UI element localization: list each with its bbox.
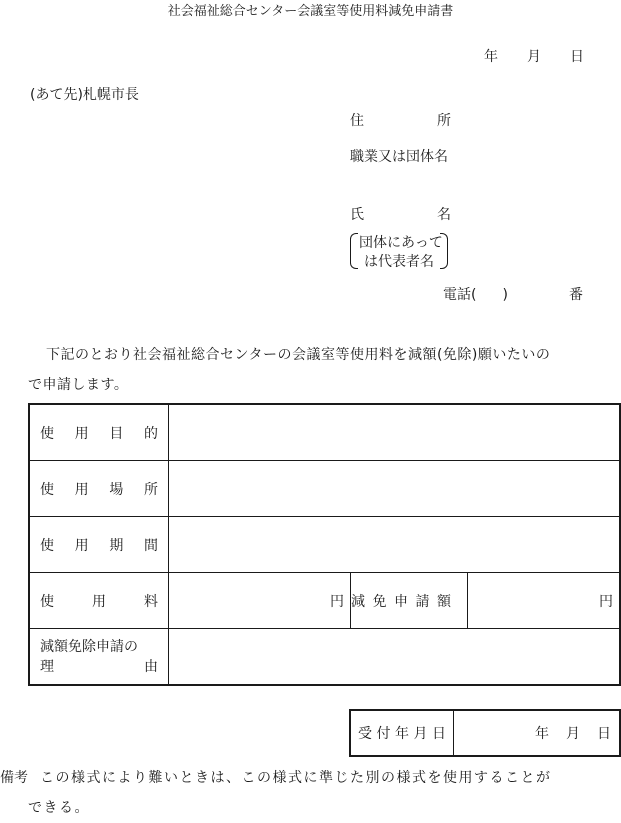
address-label-char: 所 (437, 113, 451, 129)
name-label (350, 204, 451, 224)
fee-label (29, 573, 169, 629)
phone-suffix: 番 (569, 287, 583, 303)
label-char: 使 (40, 537, 54, 554)
remarks-heading: 備考 (0, 770, 28, 786)
reduction-label (351, 573, 468, 629)
reason-field[interactable] (169, 629, 621, 686)
occupation-label: 職業又は団体名 (350, 149, 448, 165)
request-statement-line1: 下記のとおり社会福祉総合センターの会議室等使用料を減額(免除)願いたいの (46, 347, 551, 363)
remarks-text-line1: この様式により難いときは、この様式に準じた別の様式を使用することが (40, 770, 552, 786)
receipt-date-box (349, 709, 621, 757)
remarks (0, 763, 621, 823)
label-char: 使 (40, 593, 54, 610)
label-char: 請 (415, 593, 430, 610)
label-char: 所 (143, 481, 158, 498)
label-char: 受 (358, 726, 372, 742)
close-bracket (440, 233, 448, 269)
label-char: 免 (372, 593, 387, 610)
fee-unit: 円 (330, 593, 344, 610)
representative-note-line1: 団体にあって (359, 235, 443, 251)
label-char: 年 (395, 726, 409, 742)
day-label: 日 (570, 49, 584, 65)
purpose-field[interactable] (169, 404, 621, 461)
place-field[interactable] (169, 461, 621, 517)
table-row (29, 461, 620, 517)
month-label: 月 (527, 49, 541, 65)
form-title: 社会福祉総合センター会議室等使用料減免申請書 (167, 4, 454, 19)
place-label (29, 461, 169, 517)
period-label (29, 517, 169, 573)
day-label: 日 (597, 726, 611, 742)
fee-field[interactable] (169, 573, 351, 629)
label-char: 由 (144, 658, 158, 675)
phone-line (443, 284, 583, 304)
label-char: 用 (74, 425, 89, 442)
receipt-date-field[interactable] (454, 710, 621, 756)
table-row (29, 404, 620, 461)
reduction-field[interactable] (468, 573, 621, 629)
label-char: 的 (143, 425, 158, 442)
period-field[interactable] (169, 517, 621, 573)
addressee: (あて先)札幌市長 (30, 87, 139, 103)
year-label: 年 (484, 49, 498, 65)
label-char: 場 (109, 481, 124, 498)
phone-close: ) (502, 287, 508, 303)
label-char: 日 (432, 726, 446, 742)
label-char: 目 (109, 425, 124, 442)
application-table (28, 403, 621, 686)
label-char: 減 (351, 593, 365, 610)
table-row (29, 573, 620, 629)
name-label-char: 名 (437, 207, 451, 223)
label-char: 間 (143, 537, 158, 554)
application-date (484, 46, 584, 66)
label-char: 額 (437, 593, 451, 610)
label-char: 理 (40, 658, 54, 675)
label-char: 付 (376, 726, 391, 742)
reason-label (29, 629, 169, 686)
request-statement (28, 340, 620, 400)
open-bracket (350, 233, 358, 269)
label-char: 使 (40, 481, 54, 498)
label-char: 期 (109, 537, 124, 554)
representative-note-line2: は代表者名 (364, 254, 434, 270)
label-char: 用 (74, 481, 89, 498)
request-statement-line2: で申請します。 (28, 377, 129, 393)
reason-label-line1: 減額免除申請の (40, 638, 138, 655)
remarks-text-line2: できる。 (28, 800, 90, 816)
phone-label: 電話( (443, 287, 477, 303)
table-row (29, 517, 620, 573)
reduction-unit: 円 (599, 593, 613, 610)
month-label: 月 (566, 726, 580, 742)
purpose-label (29, 404, 169, 461)
label-char: 申 (394, 593, 408, 610)
table-row (29, 629, 620, 686)
label-char: 使 (40, 425, 54, 442)
year-label: 年 (535, 726, 549, 742)
label-char: 月 (413, 726, 428, 742)
address-label-char: 住 (350, 113, 364, 129)
label-char: 用 (74, 537, 89, 554)
name-label-char: 氏 (350, 207, 364, 223)
representative-note (350, 232, 448, 270)
address-label (350, 110, 451, 130)
label-char: 料 (144, 593, 158, 610)
receipt-date-label (350, 710, 454, 756)
label-char: 用 (92, 593, 106, 610)
